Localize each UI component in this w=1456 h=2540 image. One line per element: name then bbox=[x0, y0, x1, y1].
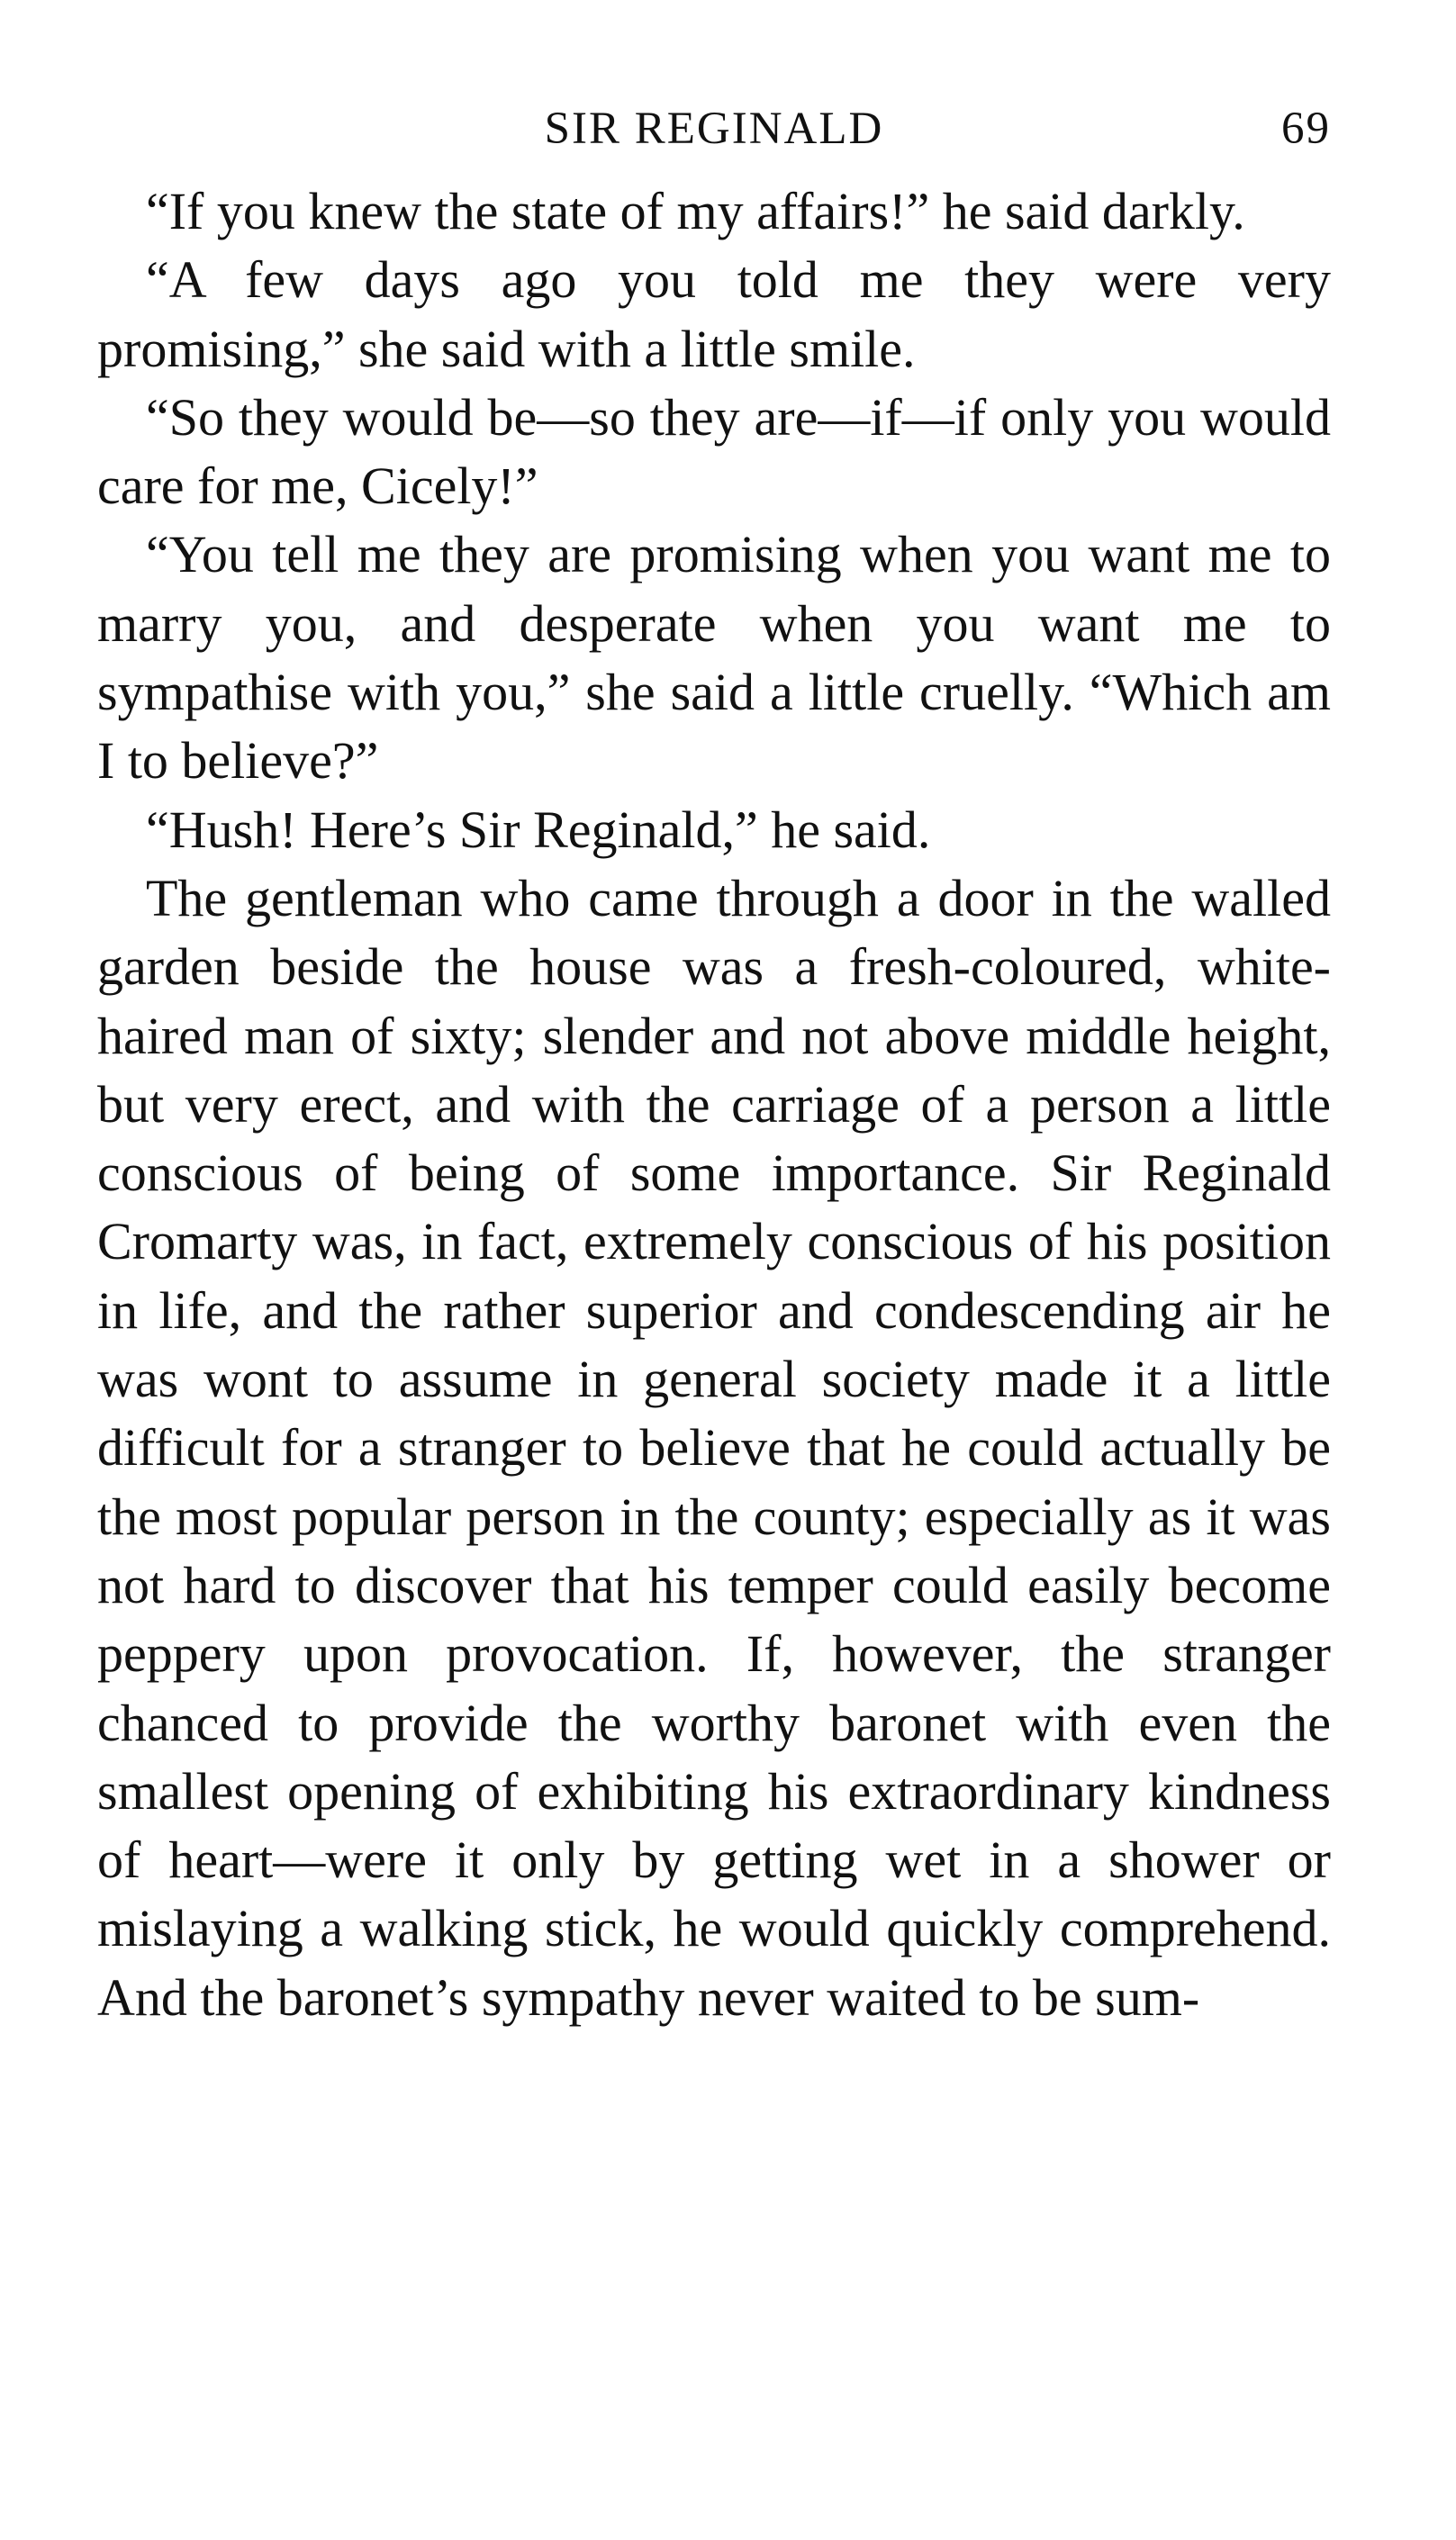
paragraph-4: “You tell me they are promising when you want me to marry you, and desperate when you want me to sympathise with you,” she said a little cruelly. “Which am I to believe?” bbox=[97, 525, 1331, 791]
running-title: SIR REGINALD bbox=[544, 104, 884, 154]
paragraph-5: “Hush! Here’s Sir Reginald,” he said. bbox=[146, 800, 931, 859]
page-number: 69 bbox=[1281, 104, 1331, 154]
running-header bbox=[97, 97, 1331, 160]
paragraph-2: “A few days ago you told me they were very promising,” she said with a little smile. bbox=[97, 250, 1331, 378]
paragraph-1: “If you knew the state of my affairs!” he said darkly. bbox=[146, 182, 1245, 240]
body-text bbox=[97, 177, 1331, 2032]
paragraph-6: The gentleman who came through a door in the walled garden beside the house was a fresh-coloured, white-haired man of sixty; slender and not above middle height, but very erect, and with the carriage of a person a little conscious of being of some importance. Sir Reginald Cromarty was, in fact, extremely conscious of his position in life, and the rather superior and condescending air he was wont to assume in general society made it a little difficult for a stranger to believe that he could actually be the most popular person in the county; especially as it was not hard to discover that his temper could easily become peppery upon provocation. If, however, the stranger chanced to provide the worthy baronet with even the smallest opening of exhibiting his extraordinary kindness of heart—were it only by getting wet in a shower or mislaying a walking stick, he would quickly comprehend. And the baronet’s sympathy never waited to be sum- bbox=[97, 868, 1331, 2027]
paragraph-3: “So they would be—so they are—if—if only you would care for me, Cicely!” bbox=[97, 387, 1331, 516]
